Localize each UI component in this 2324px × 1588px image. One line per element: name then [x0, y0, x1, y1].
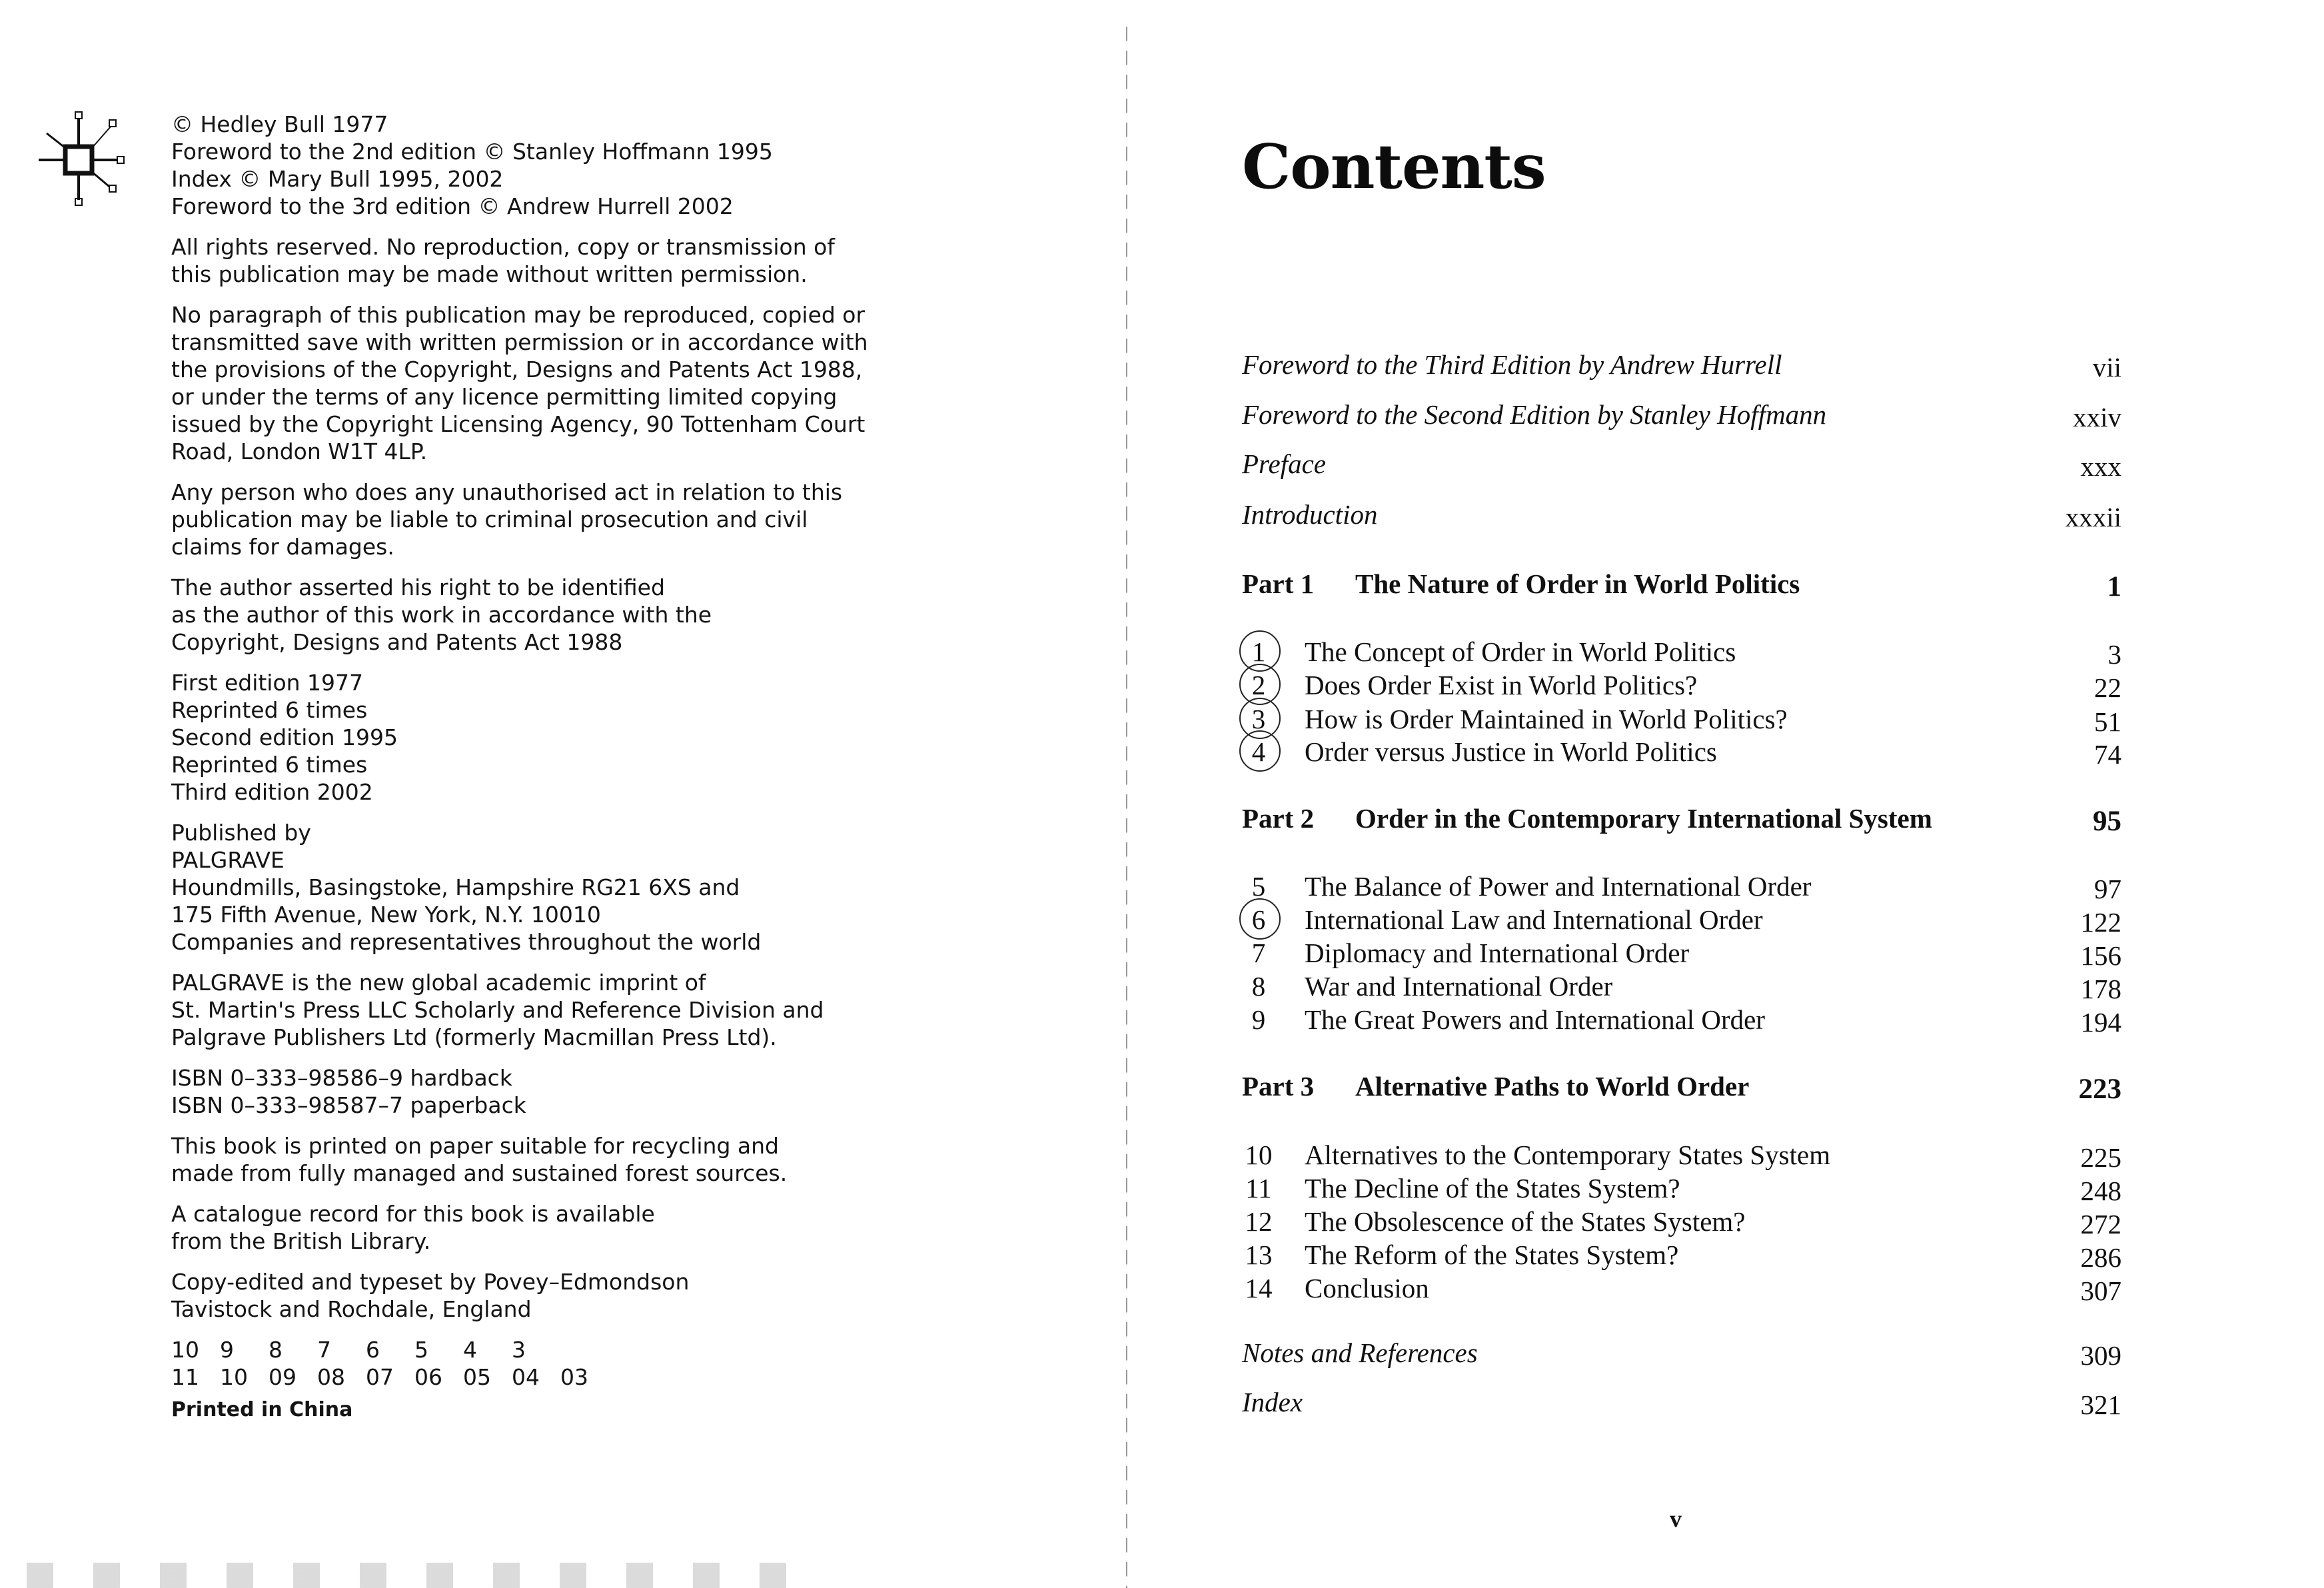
part-page: 1: [2107, 571, 2121, 602]
toc-chapter[interactable]: [1242, 669, 2121, 704]
toc-entry-title: Foreword to the Second Edition by Stanley Hoffmann: [1242, 399, 1827, 430]
toc-chapter[interactable]: [1242, 636, 2121, 670]
chapter-number: 6: [1251, 904, 1266, 935]
chapter-title: The Balance of Power and International Order: [1305, 871, 1812, 902]
print-number: 6: [366, 1337, 380, 1363]
toc-chapter[interactable]: [1242, 904, 2121, 938]
toc-entry-page: xxx: [2080, 451, 2121, 482]
typeset-notice: [171, 1268, 924, 1323]
chapter-title: Alternatives to the Contemporary States System: [1305, 1140, 1831, 1170]
text-line: Road, London W1T 4LP.: [171, 438, 428, 464]
toc-chapter[interactable]: [1242, 736, 2121, 770]
toc-chapter[interactable]: [1242, 937, 2121, 972]
text-line: Copy-edited and typeset by Povey–Edmondson: [171, 1269, 690, 1295]
toc-entry[interactable]: [1242, 1337, 2121, 1371]
text-line: publication may be liable to criminal prosecution and civil: [171, 506, 808, 532]
print-number: 5: [414, 1337, 428, 1363]
publisher-info: [171, 819, 924, 956]
print-number: 03: [560, 1364, 588, 1390]
chapter-title: International Law and International Order: [1305, 904, 1763, 935]
text-line: This book is printed on paper suitable for recycling and: [171, 1133, 779, 1159]
page-folio: v: [1670, 1505, 1682, 1532]
chapter-title: The Great Powers and International Order: [1305, 1004, 1766, 1035]
chapter-page: 272: [2080, 1209, 2121, 1239]
toc-part-heading[interactable]: [1242, 802, 2121, 837]
part-title: Order in the Contemporary International System: [1355, 803, 1932, 834]
chapter-number: 9: [1251, 1004, 1266, 1035]
catalogue-notice: [171, 1200, 924, 1255]
toc-entry-page: 321: [2080, 1389, 2121, 1420]
text-line: transmitted save with written permission or in accordance with: [171, 329, 868, 355]
text-line: Reprinted 6 times: [171, 752, 368, 778]
chapter-page: 97: [2094, 874, 2121, 904]
chapter-page: 156: [2080, 940, 2121, 971]
chapter-number: 8: [1251, 971, 1266, 1002]
edition-history: [171, 669, 924, 806]
text-line: No paragraph of this publication may be reproduced, copied or: [171, 302, 866, 328]
text-line: from the British Library.: [171, 1228, 431, 1254]
toc-entry[interactable]: [1242, 498, 2121, 533]
chapter-title: War and International Order: [1305, 971, 1613, 1002]
isbn-line: ISBN 0–333–98586–9 hardback: [171, 1065, 512, 1091]
chapter-title: The Decline of the States System?: [1305, 1173, 1680, 1203]
chapter-page: 51: [2094, 706, 2121, 737]
print-number: 10: [171, 1337, 199, 1363]
text-line: Any person who does any unauthorised act in relation to this: [171, 479, 843, 505]
toc-part-heading[interactable]: [1242, 1070, 2121, 1105]
toc-part-heading[interactable]: [1242, 568, 2121, 602]
toc-entry[interactable]: [1242, 398, 2121, 433]
chapter-number: 13: [1245, 1239, 1273, 1270]
copyright-line: Foreword to the 2nd edition © Stanley Hoffmann 1995: [171, 139, 773, 165]
chapter-page: 194: [2080, 1007, 2121, 1038]
scan-artifact: [27, 1563, 826, 1588]
toc-chapter[interactable]: [1242, 1172, 2121, 1207]
toc-entry[interactable]: [1242, 448, 2121, 482]
toc-entry-page: xxxii: [2065, 502, 2121, 532]
rights-reserved: [171, 233, 924, 288]
toc-entry-title: Preface: [1242, 448, 1326, 479]
chapter-page: 122: [2080, 907, 2121, 938]
copyright-line: © Hedley Bull 1977: [171, 111, 388, 137]
part-page: 223: [2078, 1074, 2121, 1105]
copyright-line: Index © Mary Bull 1995, 2002: [171, 166, 504, 192]
liability-notice: [171, 478, 924, 560]
text-line: Second edition 1995: [171, 724, 398, 750]
chapter-number: 2: [1251, 670, 1266, 700]
print-number: 11: [171, 1364, 199, 1390]
chapter-page: 286: [2080, 1242, 2121, 1273]
print-number: 06: [414, 1364, 442, 1390]
text-line: Tavistock and Rochdale, England: [171, 1296, 532, 1322]
print-number: 05: [463, 1364, 491, 1390]
chapter-page: 225: [2080, 1142, 2121, 1173]
toc-chapter[interactable]: [1242, 1205, 2121, 1240]
text-line: Palgrave Publishers Ltd (formerly Macmillan Press Ltd).: [171, 1024, 777, 1050]
print-number: 04: [512, 1364, 540, 1390]
text-line: PALGRAVE: [171, 847, 285, 873]
chapter-number: 7: [1251, 938, 1266, 968]
isbn-block: [171, 1064, 924, 1119]
chapter-number: 14: [1245, 1273, 1273, 1303]
print-number: 8: [269, 1337, 283, 1363]
chapter-page: 3: [2107, 639, 2121, 670]
part-title: Alternative Paths to World Order: [1355, 1071, 1750, 1102]
print-number: 08: [317, 1364, 345, 1390]
toc-chapter[interactable]: [1242, 1239, 2121, 1273]
text-line: made from fully managed and sustained forest sources.: [171, 1160, 788, 1186]
reproduction-paragraph: [171, 301, 924, 465]
print-number: 10: [220, 1364, 248, 1390]
text-line: Third edition 2002: [171, 779, 373, 805]
text-line: PALGRAVE is the new global academic imprint of: [171, 970, 706, 996]
text-line: issued by the Copyright Licensing Agency, 90 Tottenham Court: [171, 411, 866, 437]
chapter-title: The Obsolescence of the States System?: [1305, 1206, 1746, 1237]
print-number: 07: [366, 1364, 394, 1390]
print-numbers-row-1: [171, 1336, 924, 1363]
toc-entry-title: Foreword to the Third Edition by Andrew Hurrell: [1242, 349, 1782, 380]
copyright-line: Foreword to the 3rd edition © Andrew Hurrell 2002: [171, 193, 734, 219]
chapter-page: 178: [2080, 974, 2121, 1004]
chapter-number: 1: [1251, 636, 1266, 667]
text-line: or under the terms of any licence permitting limited copying: [171, 384, 838, 410]
chapter-page: 307: [2080, 1275, 2121, 1306]
text-line: as the author of this work in accordance with the: [171, 602, 712, 628]
toc-entry-title: Introduction: [1242, 499, 1378, 530]
toc-entry[interactable]: [1242, 1386, 2121, 1421]
text-line: Companies and representatives throughout the world: [171, 929, 762, 955]
toc-entry-title: Index: [1242, 1387, 1303, 1417]
toc-chapter[interactable]: [1242, 1272, 2121, 1307]
toc-entry-page: xxiv: [2073, 402, 2121, 432]
chapter-number: 3: [1251, 704, 1266, 734]
toc-chapter[interactable]: [1242, 1004, 2121, 1038]
toc-entry-title: Notes and References: [1242, 1337, 1478, 1368]
chapter-title: How is Order Maintained in World Politics?: [1305, 704, 1788, 734]
text-line: St. Martin's Press LLC Scholarly and Reference Division and: [171, 997, 824, 1023]
text-line: All rights reserved. No reproduction, copy or transmission of: [171, 234, 835, 260]
text-line: Copyright, Designs and Patents Act 1988: [171, 629, 623, 655]
toc-entry[interactable]: [1242, 349, 2121, 383]
chapter-number: 10: [1245, 1140, 1273, 1170]
part-label: Part 3: [1242, 1071, 1315, 1102]
toc-entry-page: vii: [2092, 352, 2121, 383]
author-rights: [171, 574, 924, 656]
print-number: 09: [269, 1364, 296, 1390]
copyright-page: [0, 0, 1126, 1588]
chapter-title: The Reform of the States System?: [1305, 1239, 1679, 1270]
copyright-notices: [171, 111, 924, 220]
chapter-page: 74: [2094, 739, 2121, 770]
text-line: First edition 1977: [171, 670, 364, 696]
text-line: The author asserted his right to be identified: [171, 574, 665, 600]
imprint-text: [171, 111, 924, 1423]
text-line: Published by: [171, 820, 311, 846]
imprint-notice: [171, 969, 924, 1051]
chapter-number: 5: [1251, 871, 1266, 902]
text-line: A catalogue record for this book is available: [171, 1201, 655, 1227]
isbn-line: ISBN 0–333–98587–7 paperback: [171, 1092, 526, 1118]
print-number: 9: [220, 1337, 234, 1363]
text-line: Reprinted 6 times: [171, 697, 368, 723]
print-number: 3: [512, 1337, 526, 1363]
toc-entry-page: 309: [2080, 1340, 2121, 1371]
part-page: 95: [2093, 806, 2121, 837]
palgrave-logo-icon: [32, 107, 125, 207]
page-title: Contents: [1242, 131, 1546, 203]
paper-notice: [171, 1132, 924, 1187]
text-line: the provisions of the Copyright, Designs and Patents Act 1988,: [171, 357, 863, 383]
chapter-title: Conclusion: [1305, 1273, 1429, 1303]
chapter-title: Diplomacy and International Order: [1305, 938, 1690, 968]
print-numbers-row-2: [171, 1363, 924, 1391]
printed-in: Printed in China: [171, 1398, 353, 1421]
text-line: Houndmills, Basingstoke, Hampshire RG21 6XS and: [171, 874, 740, 900]
part-label: Part 1: [1242, 568, 1315, 599]
chapter-number: 11: [1245, 1173, 1272, 1203]
toc-chapter[interactable]: [1242, 703, 2121, 738]
part-title: The Nature of Order in World Politics: [1355, 568, 1800, 599]
text-line: claims for damages.: [171, 534, 394, 560]
chapter-title: Does Order Exist in World Politics?: [1305, 670, 1698, 700]
toc-chapter[interactable]: [1242, 870, 2121, 905]
chapter-page: 22: [2094, 672, 2121, 703]
toc-chapter[interactable]: [1242, 970, 2121, 1005]
chapter-page: 248: [2080, 1176, 2121, 1206]
print-number: 4: [463, 1337, 477, 1363]
part-label: Part 2: [1242, 803, 1315, 834]
print-number: 7: [317, 1337, 331, 1363]
chapter-number: 4: [1251, 736, 1266, 767]
toc-chapter[interactable]: [1242, 1139, 2121, 1174]
text-line: this publication may be made without written permission.: [171, 261, 808, 287]
chapter-number: 12: [1245, 1206, 1273, 1237]
chapter-title: Order versus Justice in World Politics: [1305, 736, 1717, 767]
chapter-title: The Concept of Order in World Politics: [1305, 636, 1736, 667]
text-line: 175 Fifth Avenue, New York, N.Y. 10010: [171, 902, 601, 928]
